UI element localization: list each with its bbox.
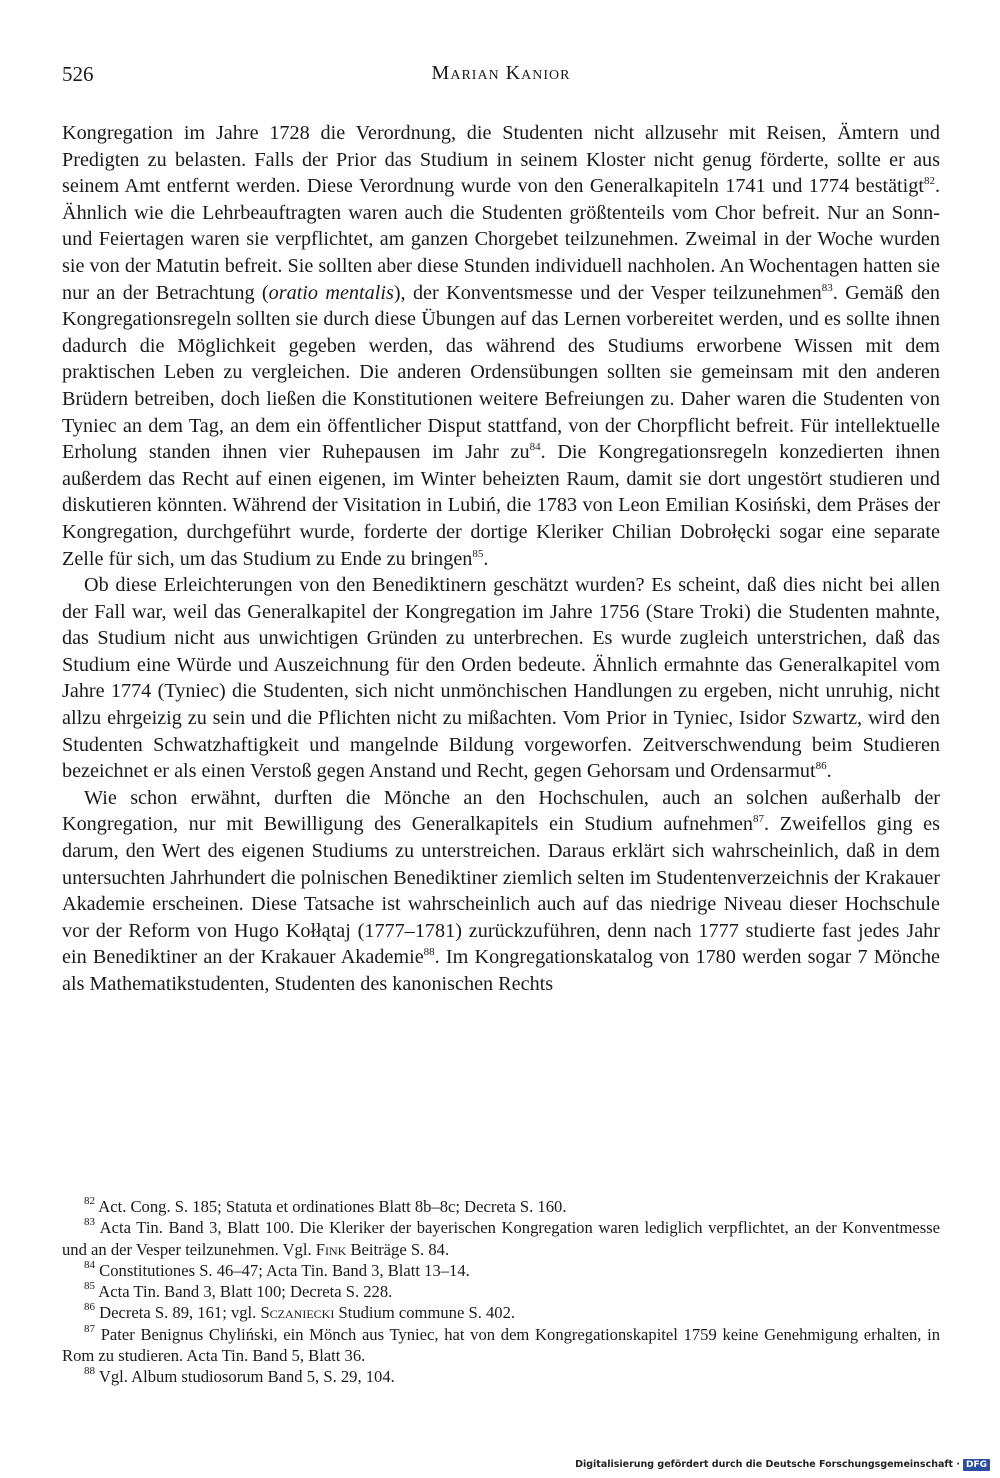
text-run: ), der Konventsmesse und der Vesper teilzunehmen: [393, 281, 822, 304]
footnote-number: 85: [84, 1280, 95, 1293]
footnote-ref-88: 88: [423, 946, 435, 959]
footnote-number: 86: [84, 1301, 95, 1314]
running-head: Marian Kanior: [431, 62, 571, 84]
text-run: . Zweifellos ging es darum, den Wert des eigenen Studiums zu unterstreichen. Daraus erklärt sich wahrscheinlich, daß in dem untersuchten Jahrhundert die polnischen Benediktiner ziemlich selten im Studentenverzeichnis der Krakauer Akademie erscheinen. Diese Tatsache ist wahrscheinlich auch auf das niedrige Niveau dieser Hochschule vor der Reform von Hugo Kołłątaj (1777–1781) zurückzuführen, denn nach 1777 studierte fast jedes Jahr ein Benediktiner an der Krakauer Akademie: [62, 813, 940, 969]
credit-text: Digitalisierung gefördert durch die Deutsche Forschungsgemeinschaft ·: [575, 1459, 960, 1470]
author-name: Fink: [315, 1239, 347, 1259]
footnote-ref-86: 86: [815, 760, 827, 773]
footnote-number: 88: [84, 1365, 95, 1378]
footnote-ref-85: 85: [472, 547, 484, 560]
footnote-83: [62, 1217, 940, 1260]
footnote-text: Constitutiones S. 46–47; Acta Tin. Band 3, Blatt 13–14.: [99, 1260, 470, 1280]
text-run: Kongregation im Jahre 1728 die Verordnung, die Studenten nicht allzusehr mit Reisen, Ämtern und Predigten zu belasten. Falls der Prior das Studium in seinem Kloster nicht genug förderte, sollte er aus seinem Amt entfernt werden. Diese Verordnung wurde von den Generalkapiteln 1741 und 1774 bestätigt: [62, 122, 940, 198]
text-run: . Die Kongregationsregeln konzedierten ihnen außerdem das Recht auf einen eigenen, im Winter beheizten Raum, damit sie dort ungestört studieren und diskutieren könnten. Während der Visitation in Lubiń, die 1783 von Leon Emilian Kosiński, dem Präses der Kongregation, durchgeführt wurde, forderte der dortige Kleriker Chilian Dobrołęcki sogar eine separate Zelle für sich, um das Studium zu Ende zu bringen: [62, 441, 941, 570]
paragraph-2: [62, 572, 940, 785]
footnote-number: 87: [84, 1322, 95, 1335]
digitization-credit: [575, 1459, 990, 1471]
paragraph-1: [62, 120, 940, 572]
page-number: 526: [62, 62, 94, 86]
text-run: . Gemäß den Kongregationsregeln sollten sie durch diese Übungen auf das Lernen vorbereitet werden, und es sollte ihnen dadurch die Möglichkeit gegeben werden, das während des Studiums erworbene Wissen mit dem praktischen Leben zu vergleichen. Die anderen Ordensübungen sollten sie gemeinsam mit den anderen Brüdern betreiben, doch ließen die Konstitutionen weitere Befreiungen zu. Daher waren die Studenten von Tyniec an dem Tag, an dem ein öffentlicher Disput stattfand, von der Chorpflicht befreit. Für intellektuelle Erholung standen ihnen vier Ruhepausen im Jahr zu: [62, 281, 941, 464]
dfg-logo-icon: DFG: [963, 1459, 990, 1471]
page-header: [62, 62, 940, 92]
body-text: [62, 120, 940, 998]
text-run: .: [483, 547, 489, 570]
footnote-text: Act. Cong. S. 185; Statuta et ordinationes Blatt 8b–8c; Decreta S. 160.: [98, 1197, 567, 1216]
footnote-82: [62, 1196, 940, 1217]
footnote-ref-84: 84: [529, 441, 541, 454]
footnote-86: [62, 1302, 940, 1323]
text-run: . Im Kongregationskatalog von 1780 werden sogar 7 Mönche als Mathematikstudenten, Studenten des kanonischen Rechts: [62, 946, 940, 995]
footnote-text: Beiträge S. 84.: [346, 1239, 450, 1259]
text-run: Ob diese Erleichterungen von den Benediktinern geschätzt wurden? Es scheint, daß dies nicht bei allen der Fall war, weil das Generalkapitel der Kongregation im Jahre 1756 (Stare Troki) die Studenten mahnte, das Studium nicht aus unwichtigen Gründen zu unterbrechen. Es wurde zugleich unterstrichen, daß das Studium eine Würde und Auszeichnung für den Orden bedeute. Ähnlich ermahnte das Generalkapitel vom Jahre 1774 (Tyniec) die Studenten, sich nicht unmönchischen Handlungen zu ergeben, nicht unruhig, nicht allzu ehrgeizig zu sein und die Pflichten nicht zu mißachten. Vom Prior in Tyniec, Isidor Szwartz, wird den Studenten Schwatzhaftigkeit und mangelnde Bildung vorgeworfen. Zeitverschwendung beim Studieren bezeichnet er als einen Verstoß gegen Anstand und Recht, gegen Gehorsam und Ordensarmut: [62, 574, 940, 783]
footnote-88: [62, 1366, 940, 1387]
paragraph-3: [62, 785, 940, 998]
footnote-number: 82: [84, 1195, 95, 1207]
footnote-text: Pater Benignus Chyliński, ein Mönch aus Tyniec, hat von dem Kongregationskapitel 1759 keine Genehmigung erhalten, in Rom zu studieren. Acta Tin. Band 5, Blatt 36.: [62, 1324, 940, 1366]
footnote-84: [62, 1260, 940, 1281]
text-run: . Ähnlich wie die Lehrbeauftragten waren auch die Studenten größtenteils vom Chor befreit. Nur an Sonn- und Feiertagen waren sie verpflichtet, am ganzen Chorgebet teilzunehmen. Zweimal in der Woche wurden sie von der Matutin befreit. Sie sollten aber diese Stunden individuell nachholen. An Wochentagen hatten sie nur an der Betrachtung (: [62, 175, 940, 304]
footnote-text: Acta Tin. Band 3, Blatt 100; Decreta S. 228.: [98, 1282, 393, 1302]
footnote-85: [62, 1281, 940, 1302]
text-run: .: [826, 760, 832, 783]
text-run: Wie schon erwähnt, durften die Mönche an den Hochschulen, auch an solchen außerhalb der Kongregation, nur mit Bewilligung des Generalkapitels ein Studium aufnehmen: [62, 786, 940, 836]
footnotes: [62, 1196, 940, 1388]
footnote-number: 84: [84, 1258, 95, 1271]
footnote-text: Acta Tin. Band 3, Blatt 100. Die Kleriker der bayerischen Kongregation waren lediglich verpflichtet, an der Konventmesse und an der Vesper teilzunehmen. Vgl.: [62, 1218, 941, 1259]
footnote-text: Studium commune S. 402.: [334, 1303, 516, 1323]
footnote-ref-82: 82: [923, 175, 935, 188]
footnote-ref-87: 87: [753, 813, 765, 826]
footnote-number: 83: [84, 1216, 95, 1229]
footnote-text: Vgl. Album studiosorum Band 5, S. 29, 104.: [98, 1367, 395, 1387]
emphasis-oratio-mentalis: oratio mentalis: [268, 281, 394, 304]
author-name: Sczaniecki: [260, 1303, 335, 1323]
footnote-87: [62, 1324, 940, 1367]
footnote-ref-83: 83: [821, 281, 833, 294]
footnote-text: Decreta S. 89, 161; vgl.: [99, 1303, 261, 1323]
